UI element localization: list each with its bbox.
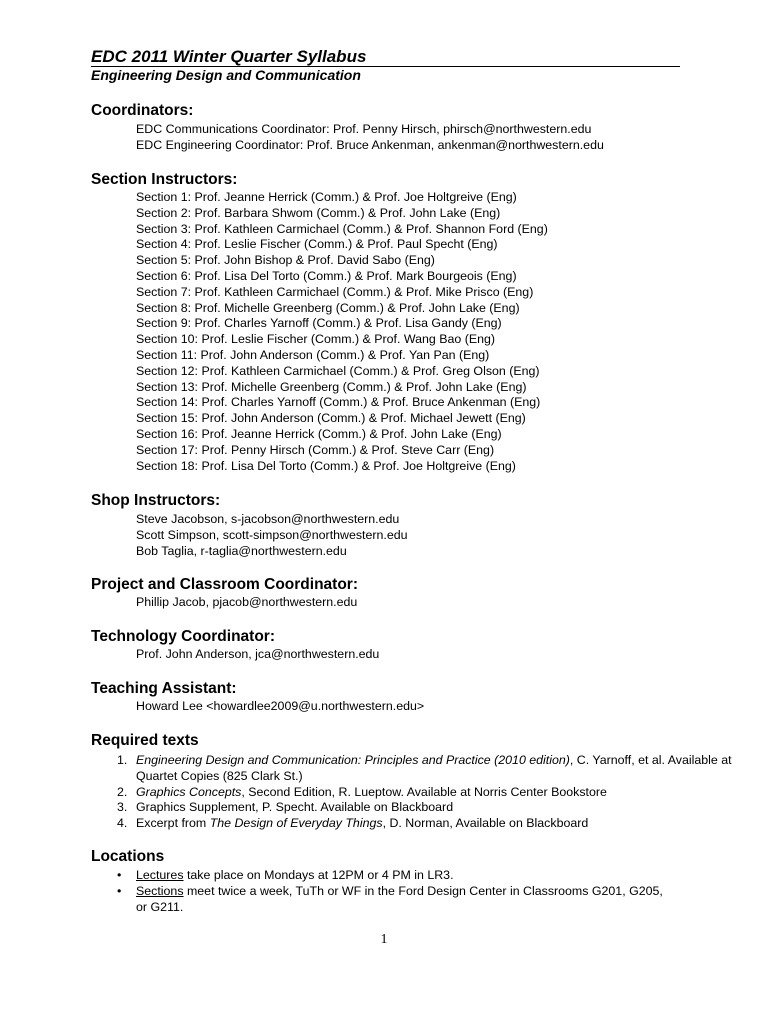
list-item: EDC Engineering Coordinator: Prof. Bruce Ankenman, ankenman@northwestern.edu [136, 137, 604, 152]
list-item: Section 15: Prof. John Anderson (Comm.) & Prof. Michael Jewett (Eng) [136, 411, 526, 426]
location-rest: meet twice a week, TuTh or WF in the Ford Design Center in Classrooms G201, G205, or G211. [136, 883, 663, 914]
list-item: Section 13: Prof. Michelle Greenberg (Comm.) & Prof. John Lake (Eng) [136, 379, 527, 394]
shop-instructors-heading: Shop Instructors: [91, 492, 221, 509]
bullet-icon: • [117, 883, 122, 898]
list-item: Section 14: Prof. Charles Yarnoff (Comm.) & Prof. Bruce Ankenman (Eng) [136, 395, 541, 410]
shop-instructors-list [136, 512, 408, 559]
list-item: Section 9: Prof. Charles Yarnoff (Comm.) & Prof. Lisa Gandy (Eng) [136, 316, 502, 331]
list-number: 2. [117, 784, 128, 799]
required-texts-list [91, 753, 768, 832]
location-lead: Sections [136, 883, 184, 898]
coordinators-heading: Coordinators: [91, 102, 194, 119]
page-number: 1 [380, 932, 388, 947]
text-title: Graphics Concepts [136, 784, 242, 799]
list-item: Scott Simpson, scott-simpson@northwestern.edu [136, 527, 408, 542]
teaching-assistant-list [136, 699, 424, 715]
list-item: Section 10: Prof. Leslie Fischer (Comm.) & Prof. Wang Bao (Eng) [136, 332, 496, 347]
list-item: Howard Lee <howardlee2009@u.northwestern.edu> [136, 699, 425, 713]
list-item: EDC Communications Coordinator: Prof. Penny Hirsch, phirsch@northwestern.edu [136, 122, 592, 136]
document-subtitle: Engineering Design and Communication [91, 67, 361, 83]
teaching-assistant-heading: Teaching Assistant: [91, 680, 237, 697]
list-item [91, 868, 671, 884]
list-item: Section 17: Prof. Penny Hirsch (Comm.) & Prof. Steve Carr (Eng) [136, 442, 495, 457]
text-rest: , Second Edition, R. Lueptow. Available at Norris Center Bookstore [241, 784, 607, 799]
text-title: Engineering Design and Communication: Principles and Practice (2010 edition) [136, 753, 570, 767]
list-number: 4. [117, 816, 128, 831]
text-rest: , C. Yarnoff, et al. Available at Quartet Copies (825 Clark St.) [136, 753, 732, 783]
text-pre: Excerpt from [136, 816, 210, 831]
locations-list [91, 868, 671, 915]
section-instructors-heading: Section Instructors: [91, 171, 238, 188]
location-rest: take place on Mondays at 12PM or 4 PM in LR3. [183, 868, 454, 882]
list-item: Prof. John Anderson, jca@northwestern.edu [136, 647, 380, 661]
list-item: Section 16: Prof. Jeanne Herrick (Comm.) & Prof. John Lake (Eng) [136, 426, 502, 441]
list-item [91, 816, 768, 832]
text-pre: Graphics Supplement, P. Specht. Available on Blackboard [136, 800, 454, 815]
project-coordinator-list [136, 595, 357, 611]
list-item: Steve Jacobson, s-jacobson@northwestern.edu [136, 512, 400, 526]
list-item [91, 785, 768, 801]
document-title: EDC 2011 Winter Quarter Syllabus [91, 47, 367, 66]
list-number: 3. [117, 800, 128, 815]
technology-coordinator-heading: Technology Coordinator: [91, 628, 275, 645]
locations-heading: Locations [91, 848, 165, 865]
list-item: Phillip Jacob, pjacob@northwestern.edu [136, 595, 358, 609]
list-item [91, 800, 768, 816]
list-item: Section 5: Prof. John Bishop & Prof. David Sabo (Eng) [136, 253, 435, 268]
text-title: The Design of Everyday Things [209, 816, 383, 831]
coordinators-list [136, 122, 604, 154]
list-item: Section 8: Prof. Michelle Greenberg (Comm.) & Prof. John Lake (Eng) [136, 300, 520, 315]
required-texts-heading: Required texts [91, 732, 199, 749]
list-number: 1. [117, 753, 128, 767]
list-item: Section 2: Prof. Barbara Shwom (Comm.) & Prof. John Lake (Eng) [136, 205, 501, 220]
location-lead: Lectures [136, 868, 184, 882]
technology-coordinator-list [136, 647, 379, 663]
list-item: Section 1: Prof. Jeanne Herrick (Comm.) & Prof. Joe Holtgreive (Eng) [136, 190, 517, 204]
list-item: Bob Taglia, r-taglia@northwestern.edu [136, 543, 347, 558]
list-item [91, 753, 768, 785]
section-instructors-list [136, 190, 548, 474]
list-item [91, 884, 671, 916]
bullet-icon: • [117, 868, 122, 882]
list-item: Section 3: Prof. Kathleen Carmichael (Comm.) & Prof. Shannon Ford (Eng) [136, 221, 548, 236]
list-item: Section 18: Prof. Lisa Del Torto (Comm.) & Prof. Joe Holtgreive (Eng) [136, 458, 516, 473]
project-coordinator-heading: Project and Classroom Coordinator: [91, 576, 358, 593]
list-item: Section 12: Prof. Kathleen Carmichael (Comm.) & Prof. Greg Olson (Eng) [136, 363, 540, 378]
list-item: Section 7: Prof. Kathleen Carmichael (Comm.) & Prof. Mike Prisco (Eng) [136, 284, 534, 299]
text-rest: , D. Norman, Available on Blackboard [382, 816, 589, 831]
list-item: Section 11: Prof. John Anderson (Comm.) & Prof. Yan Pan (Eng) [136, 347, 490, 362]
list-item: Section 4: Prof. Leslie Fischer (Comm.) & Prof. Paul Specht (Eng) [136, 237, 498, 252]
list-item: Section 6: Prof. Lisa Del Torto (Comm.) & Prof. Mark Bourgeois (Eng) [136, 268, 517, 283]
